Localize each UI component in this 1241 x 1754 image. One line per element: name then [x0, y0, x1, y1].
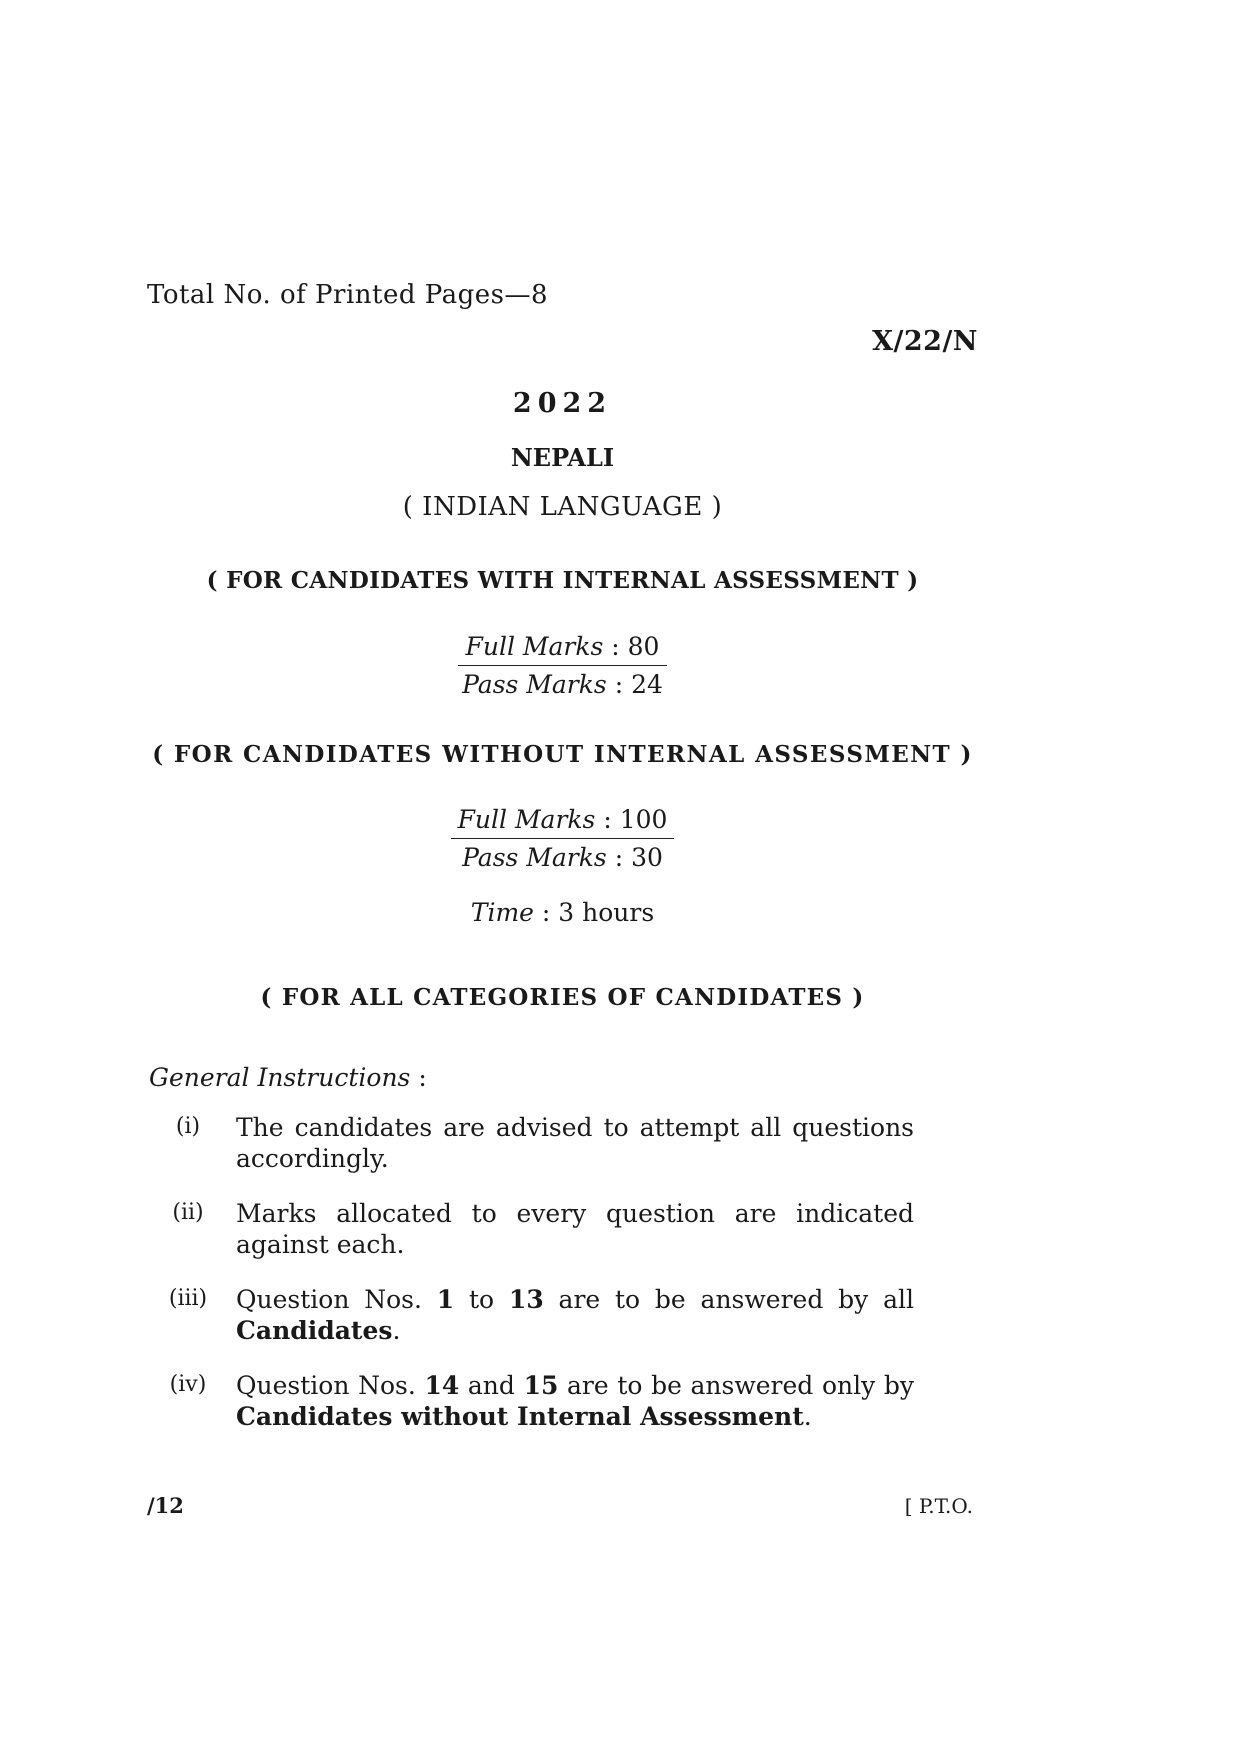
language-subtitle: ( INDIAN LANGUAGE ) [402, 492, 723, 522]
time-value: 3 hours [558, 898, 655, 927]
text-run: Question Nos. [236, 1285, 437, 1314]
question-number: 15 [523, 1371, 559, 1400]
with-internal-heading: ( FOR CANDIDATES WITH INTERNAL ASSESSMENT ) [206, 567, 919, 594]
general-instructions-label: General Instructions [149, 1063, 411, 1092]
time-allowed: Time : 3 hours [470, 898, 655, 927]
general-instructions-heading: General Instructions : [149, 1063, 427, 1092]
text-run: to [454, 1285, 509, 1314]
emphasis-text: Candidates [236, 1316, 393, 1345]
all-categories-heading: ( FOR ALL CATEGORIES OF CANDIDATES ) [260, 984, 865, 1011]
full-marks-label: Full Marks [465, 632, 604, 661]
text-run: are to be answered by all [543, 1285, 914, 1314]
exam-year: 2022 [512, 388, 613, 419]
full-marks-value: 80 [627, 632, 660, 661]
instruction-number: (ii) [172, 1200, 204, 1225]
text-run: are to be answered only by [558, 1371, 915, 1400]
subject-title: NEPALI [510, 443, 615, 472]
pass-marks-value: 24 [631, 670, 663, 699]
footer-pto: [ P.T.O. [904, 1494, 973, 1518]
instruction-text: Marks allocated to every question are indicated against each. [236, 1199, 914, 1259]
emphasis-text: Candidates without Internal Assessment [236, 1402, 804, 1431]
without-internal-marks: $\frac{\text{Full Marks : 100}}{\text{Pass Marks : 30}}$ [0, 805, 1125, 872]
instruction-number: (i) [175, 1114, 201, 1139]
footer-page-code: /12 [147, 1493, 184, 1518]
question-number: 1 [436, 1285, 455, 1314]
question-number: 13 [508, 1285, 544, 1314]
pass-marks-label: Pass Marks [462, 670, 607, 699]
pass-marks-value: 30 [631, 843, 663, 872]
text-run: . [803, 1402, 812, 1431]
text-run: . [392, 1316, 401, 1345]
full-marks-value: 100 [619, 805, 668, 834]
paper-code: X/22/N [872, 326, 978, 357]
without-internal-heading: ( FOR CANDIDATES WITHOUT INTERNAL ASSESSMENT ) [152, 741, 973, 768]
text-run: and [459, 1371, 524, 1400]
text-run: Question Nos. [236, 1371, 425, 1400]
time-label: Time [470, 898, 534, 927]
with-internal-marks: $\frac{\text{Full Marks : 80}}{\text{Pass Marks : 24}}$ [0, 632, 1125, 699]
full-marks-label: Full Marks [457, 805, 596, 834]
instruction-number: (iii) [168, 1286, 208, 1311]
instruction-text: The candidates are advised to attempt all questions accordingly. [236, 1113, 914, 1173]
question-number: 14 [424, 1371, 460, 1400]
pass-marks-label: Pass Marks [462, 843, 607, 872]
instruction-text [236, 1284, 914, 1346]
instruction-text [236, 1370, 914, 1432]
instruction-number: (iv) [169, 1372, 207, 1397]
printed-pages-line: Total No. of Printed Pages—8 [147, 280, 548, 310]
